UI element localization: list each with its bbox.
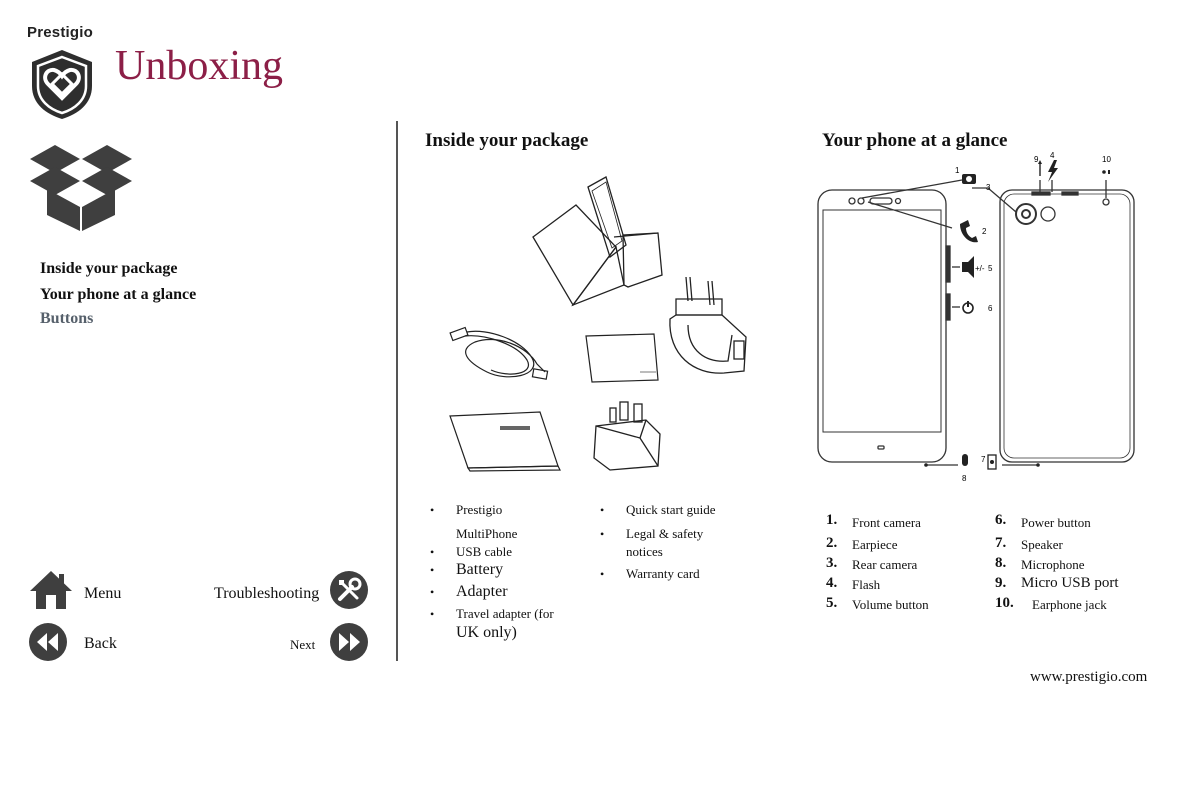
page-title: Unboxing xyxy=(115,43,283,89)
glance-title: Your phone at a glance xyxy=(822,130,1008,151)
feature-label: Speaker xyxy=(1021,537,1063,552)
adapter-illustration xyxy=(664,275,754,380)
open-box-icon xyxy=(28,137,134,232)
callout-6: 6 xyxy=(988,304,993,313)
package-item: • USB cable xyxy=(430,544,512,559)
feature-label: Flash xyxy=(852,577,881,592)
uk-adapter-illustration xyxy=(590,400,666,472)
package-item: UK only) xyxy=(456,624,517,641)
package-item: • Prestigio xyxy=(430,502,503,517)
feature-label: Front camera xyxy=(852,515,921,530)
quick-guide-illustration xyxy=(584,332,662,384)
callout-8: 8 xyxy=(962,474,967,483)
troubleshooting-label[interactable]: Troubleshooting xyxy=(214,585,320,602)
callout-1: 1 xyxy=(955,166,960,175)
package-item: • Travel adapter (for xyxy=(430,606,554,621)
battery-illustration xyxy=(448,410,562,472)
feature-label: Micro USB port xyxy=(1021,575,1119,591)
callout-2: 2 xyxy=(982,227,987,236)
feature-label: Rear camera xyxy=(852,557,918,572)
feature-label: Microphone xyxy=(1021,557,1085,572)
feature-number: 2. xyxy=(826,535,838,551)
sidebar-link-buttons[interactable]: Buttons xyxy=(40,310,94,327)
feature-number: 6. xyxy=(995,512,1007,528)
back-button[interactable] xyxy=(29,623,67,661)
brand-name: Prestigio xyxy=(27,24,93,41)
next-button[interactable] xyxy=(330,623,368,661)
feature-number: 9. xyxy=(995,575,1007,591)
package-item: notices xyxy=(626,544,663,559)
package-item: • Warranty card xyxy=(600,566,700,581)
package-item: • Adapter xyxy=(430,583,508,600)
back-label[interactable]: Back xyxy=(84,635,117,652)
feature-number: 3. xyxy=(826,555,838,571)
menu-button[interactable] xyxy=(28,569,74,611)
feature-label: Earphone jack xyxy=(1032,597,1107,612)
menu-label[interactable]: Menu xyxy=(84,585,122,602)
sidebar-link-inside-package[interactable]: Inside your package xyxy=(40,260,178,277)
phone-box-illustration xyxy=(528,175,668,315)
callout-3: 3 xyxy=(986,183,991,192)
package-item: MultiPhone xyxy=(456,526,518,541)
feature-label: Power button xyxy=(1021,515,1091,530)
next-label[interactable]: Next xyxy=(290,637,316,652)
feature-number: 7. xyxy=(995,535,1007,551)
feature-number: 1. xyxy=(826,512,838,528)
feature-number: 5. xyxy=(826,595,838,611)
package-item: • Quick start guide xyxy=(600,502,716,517)
callout-7: 7 xyxy=(981,455,986,464)
troubleshooting-button[interactable] xyxy=(330,571,368,609)
feature-number: 4. xyxy=(826,575,838,591)
home-icon xyxy=(28,569,74,611)
callout-10: 10 xyxy=(1102,155,1111,164)
package-item: • Battery xyxy=(430,561,504,578)
feature-number: 10. xyxy=(995,595,1014,611)
phone-diagram xyxy=(812,150,1142,490)
shield-heart-logo xyxy=(26,48,98,120)
callout-9: 9 xyxy=(1034,155,1039,164)
callout-5: 5 xyxy=(988,264,993,273)
website-link[interactable]: www.prestigio.com xyxy=(1030,669,1148,685)
package-item: • Legal & safety xyxy=(600,526,704,541)
fast-forward-icon xyxy=(330,623,368,661)
feature-label: Earpiece xyxy=(852,537,898,552)
volume-mark: +/- xyxy=(975,264,985,273)
column-divider xyxy=(396,121,398,661)
tools-icon xyxy=(330,571,368,609)
rewind-icon xyxy=(29,623,67,661)
usb-cable-illustration xyxy=(447,320,557,390)
feature-number: 8. xyxy=(995,555,1007,571)
callout-4: 4 xyxy=(1050,151,1055,160)
sidebar-link-phone-glance[interactable]: Your phone at a glance xyxy=(40,286,197,303)
package-title: Inside your package xyxy=(425,130,589,151)
feature-label: Volume button xyxy=(852,597,929,612)
